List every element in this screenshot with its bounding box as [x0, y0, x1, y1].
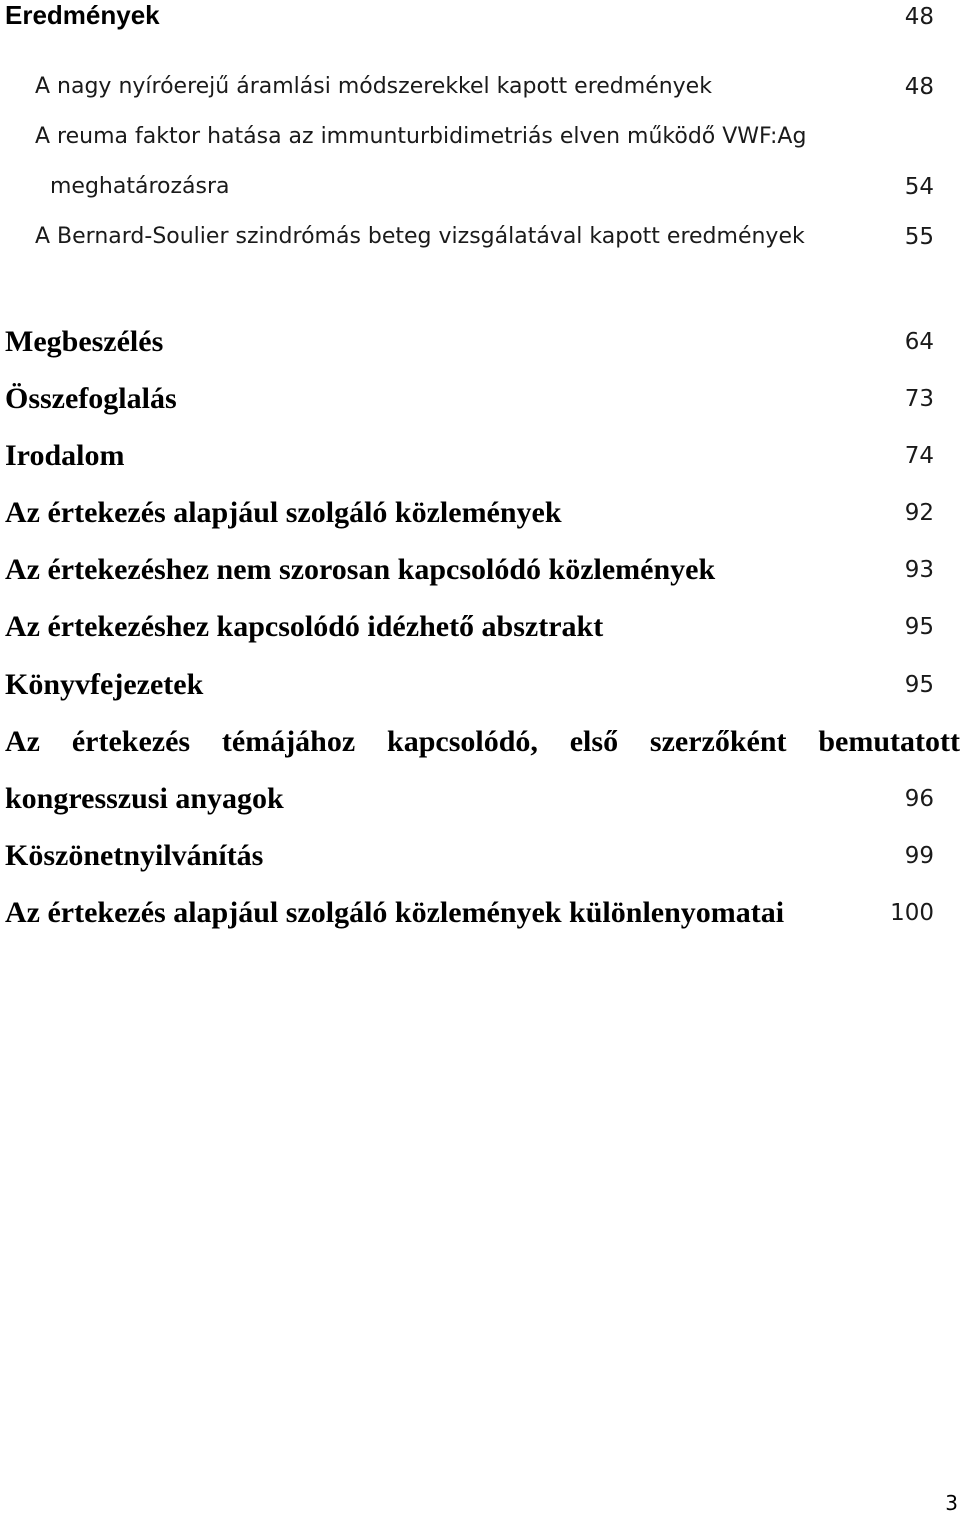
toc-entry-page: 55 [904, 224, 934, 250]
toc-entry-title: Az értekezés témájához kapcsolódó, első szerzőként bemutatott [5, 725, 960, 758]
toc-entry-page: 92 [904, 500, 934, 526]
toc-entry-title: Az értekezés alapjául szolgáló közlemények különlenyomatai [5, 896, 785, 929]
toc-entry-high-shear-results [0, 74, 960, 114]
toc-entry-title: Könyvfejezetek [5, 668, 204, 701]
toc-entry-title: Eredmények [5, 0, 160, 30]
toc-entry-page: 99 [904, 843, 934, 869]
toc-entry-page: 54 [904, 174, 934, 200]
toc-entry-title: kongresszusi anyagok [5, 782, 284, 815]
toc-entry-page: 93 [904, 557, 934, 583]
toc-entry-citable-abstract [0, 610, 960, 650]
page-number: 3 [945, 1491, 958, 1515]
toc-entry-title: A nagy nyíróerejű áramlási módszerekkel kapott eredmények [35, 74, 712, 99]
toc-entry-references [0, 439, 960, 479]
toc-entry-thesis-publications [0, 496, 960, 536]
toc-entry-page: 48 [904, 4, 934, 30]
toc-entry-page: 74 [904, 443, 934, 469]
toc-entry-rheumatoid-factor [0, 124, 960, 164]
toc-entry-title: Az értekezés alapjául szolgáló közlemények [5, 496, 562, 529]
toc-entry-title: meghatározásra [50, 174, 230, 199]
toc-entry-page: 73 [904, 386, 934, 412]
toc-entry-bernard-soulier [0, 224, 960, 264]
toc-entry-first-author-presentations [0, 725, 960, 765]
toc-entry-offprints [0, 896, 960, 936]
toc-entry-page: 48 [904, 74, 934, 100]
toc-entry-page: 95 [904, 614, 934, 640]
toc-entry-first-author-presentations-cont [0, 782, 960, 822]
toc-entry-book-chapters [0, 668, 960, 708]
toc-entry-title: A reuma faktor hatása az immunturbidimetriás elven működő VWF:Ag [35, 124, 807, 149]
toc-entry-acknowledgements [0, 839, 960, 879]
toc-entry-title: A Bernard-Soulier szindrómás beteg vizsgálatával kapott eredmények [35, 224, 805, 249]
toc-entry-title: Megbeszélés [5, 325, 164, 358]
toc-entry-page: 64 [904, 329, 934, 355]
toc-entry-title: Irodalom [5, 439, 125, 472]
toc-entry-discussion [0, 325, 960, 365]
toc-entry-rheumatoid-factor-cont [0, 174, 960, 214]
toc-entry-title: Az értekezéshez kapcsolódó idézhető absztrakt [5, 610, 604, 643]
toc-entry-title: Összefoglalás [5, 382, 177, 415]
toc-entry-page: 95 [904, 672, 934, 698]
toc-entry-page: 96 [904, 786, 934, 812]
toc-entry-results [0, 0, 960, 40]
toc-entry-other-publications [0, 553, 960, 593]
toc-entry-summary [0, 382, 960, 422]
toc-entry-title: Az értekezéshez nem szorosan kapcsolódó közlemények [5, 553, 716, 586]
toc-entry-page: 100 [890, 900, 934, 926]
toc-entry-title: Köszönetnyilvánítás [5, 839, 264, 872]
